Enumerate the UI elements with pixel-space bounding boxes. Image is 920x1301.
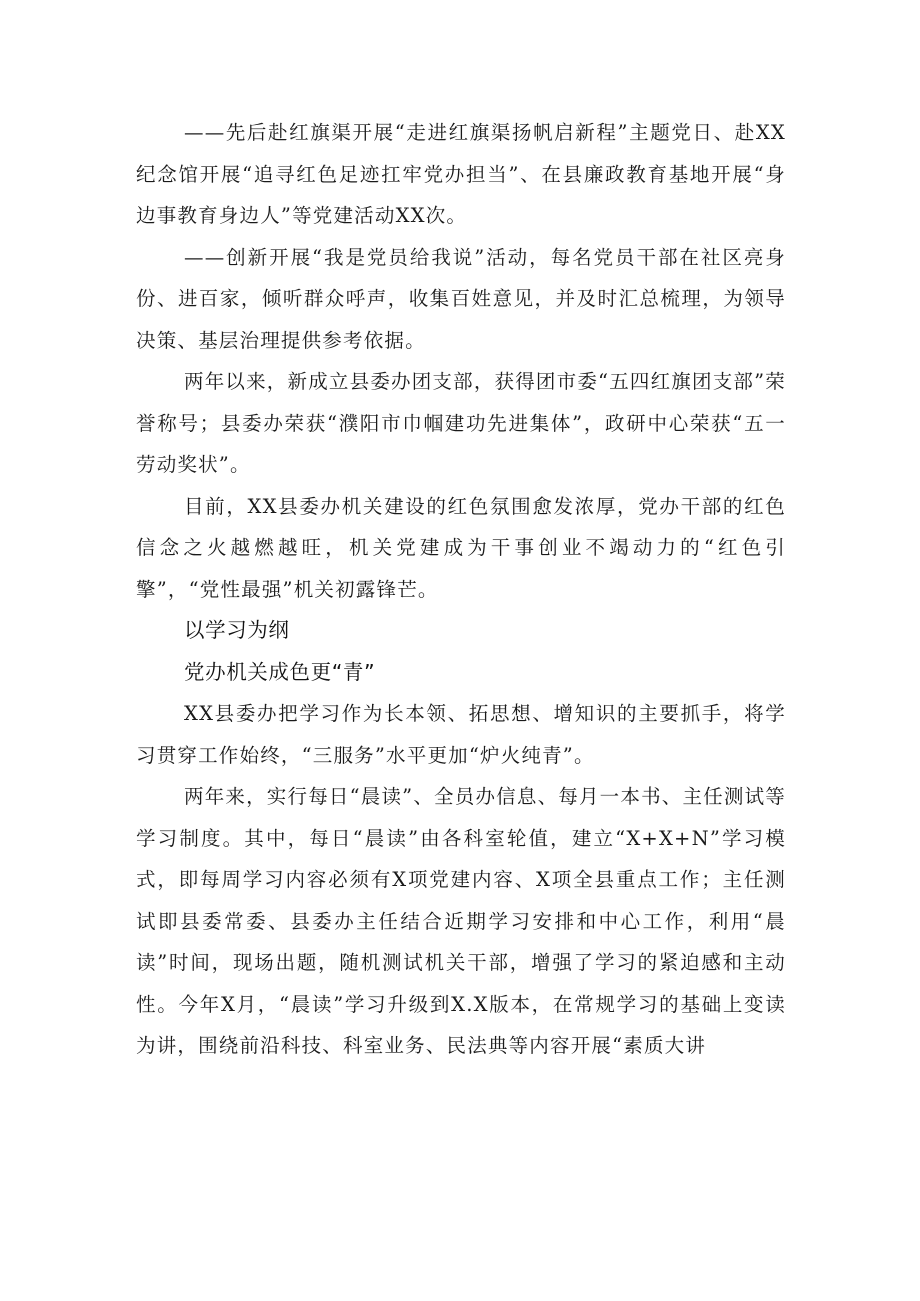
paragraph-learning-main-grip: XX县委办把学习作为长本领、拓思想、增知识的主要抓手，将学习贯穿工作始终，“三服务”水平更加“炉火纯青”。 [136, 702, 786, 767]
paragraph-party-member-talk-activity: ——创新开展“我是党员给我说”活动，每名党员干部在社区亮身份、进百家，倾听群众呼声，收集百姓意见，并及时汇总梳理，为领导决策、基层治理提供参考依据。 [136, 245, 786, 352]
document-body [136, 112, 786, 1067]
section-heading-line-1: 以学习为纲 [184, 618, 290, 642]
paragraph-red-flag-canal-activities: ——先后赴红旗渠开展“走进红旗渠扬帆启新程”主题党日、赴XX纪念馆开展“追寻红色足迹扛牢党办担当”、在县廉政教育基地开展“身边事教育身边人”等党建活动XX次。 [136, 121, 786, 227]
paragraph-two-years-honors: 两年以来，新成立县委办团支部，获得团市委“五四红旗团支部”荣誉称号；县委办荣获“濮阳市巾帼建功先进集体”，政研中心荣获“五一劳动奖状”。 [136, 370, 786, 476]
section-heading-line-2: 党办机关成色更“青” [184, 659, 376, 684]
paragraph-current-red-atmosphere: 目前，XX县委办机关建设的红色氛围愈发浓厚，党办干部的红色信念之火越燃越旺，机关党建成为干事创业不竭动力的“红色引擎”，“党性最强”机关初露锋芒。 [136, 494, 786, 601]
paragraph-morning-reading-system: 两年来，实行每日“晨读”、全员办信息、每月一本书、主任测试等学习制度。其中，每日“晨读”由各科室轮值，建立“X+X+N”学习模式，即每周学习内容必须有X项党建内容、X项全县重点工作；主任测试即县委常委、县委办主任结合近期学习安排和中心工作，利用“晨读”时间，现场出题，随机测试机关干部，增强了学习的紧迫感和主动性。今年X月，“晨读”学习升级到X.X版本，在常规学习的基础上变读为讲，围绕前沿科技、科室业务、民法典等内容开展“素质大讲 [136, 785, 786, 1057]
